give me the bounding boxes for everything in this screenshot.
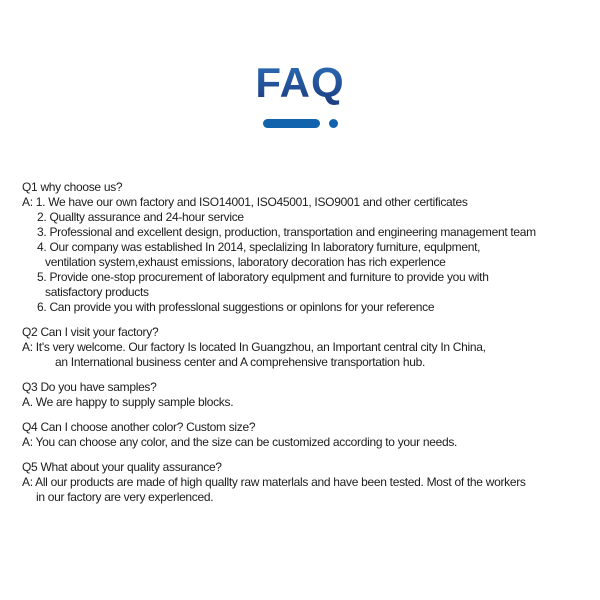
underline-dash-shape	[263, 119, 320, 128]
faq-answer-line: in our factory are very experlenced.	[36, 490, 214, 504]
faq-answer-line: A: It's very welcome. Our factory Is located In Guangzhou, an Important central city In China,	[22, 340, 486, 354]
faq-answer-line: 5. Provide one-stop procurement of laboratory equlpment and furniture to provide you with	[37, 270, 489, 284]
faq-answer-line: 4. Our company was established In 2014, speclalizing In laboratory furniture, equlpment,	[37, 240, 481, 254]
faq-answer-line: satisfactory products	[45, 285, 149, 299]
faq-question: Q3 Do you have samples?	[22, 380, 157, 394]
faq-section-q2	[22, 325, 592, 370]
faq-list	[0, 180, 600, 505]
faq-question: Q2 Can I visit your factory?	[22, 325, 159, 339]
faq-question: Q5 What about your quality assurance?	[22, 460, 222, 474]
faq-section-q1	[22, 180, 592, 315]
page-header	[0, 0, 600, 128]
faq-section-q3	[22, 380, 592, 410]
faq-question: Q4 Can I choose another color? Custom size?	[22, 420, 256, 434]
faq-answer-line: A. We are happy to supply sample blocks.	[22, 395, 234, 409]
faq-answer-line: 3. Professional and excellent design, production, transportation and engineering management team	[37, 225, 536, 239]
faq-answer-line: 2. Quallty assurance and 24-hour service	[37, 210, 244, 224]
faq-answer-line: 6. Can provide you with professlonal suggestions or opinlons for your reference	[37, 300, 435, 314]
title-underline	[0, 119, 600, 128]
faq-answer-line: A: You can choose any color, and the size can be customized according to your needs.	[22, 435, 458, 449]
page-title: FAQ	[0, 60, 600, 106]
faq-answer-line: A: All our products are made of high quallty raw materlals and have been tested. Most of the workers	[22, 475, 526, 489]
faq-section-q5	[22, 460, 592, 505]
faq-section-q4	[22, 420, 592, 450]
underline-dot-shape	[329, 119, 338, 128]
faq-answer-line: an International business center and A comprehensive transportation hub.	[55, 355, 425, 369]
faq-answer-line: A: 1. We have our own factory and ISO14001, ISO45001, ISO9001 and other certificates	[22, 195, 468, 209]
faq-answer-line: ventilation system,exhaust emissions, laboratory decoration has rich experlence	[45, 255, 446, 269]
faq-question: Q1 why choose us?	[22, 180, 123, 194]
